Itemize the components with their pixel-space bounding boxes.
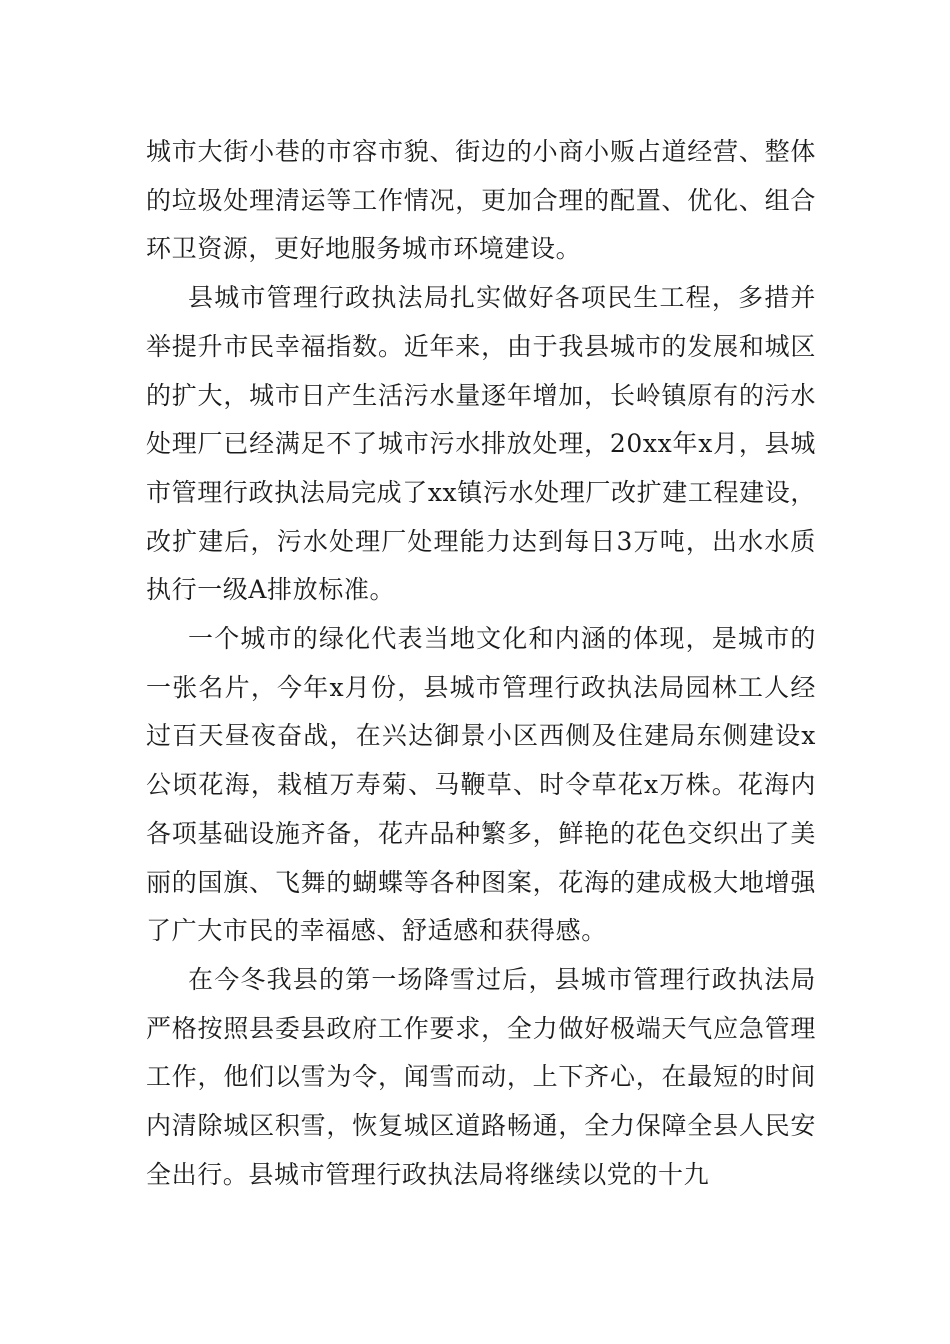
paragraph-1: 城市大街小巷的市容市貌、街边的小商小贩占道经营、整体的垃圾处理清运等工作情况，更加合理的配置、优化、组合环卫资源，更好地服务城市环境建设。 (146, 137, 816, 264)
paragraph-3: 一个城市的绿化代表当地文化和内涵的体现，是城市的一张名片，今年x月份，县城市管理行政执法局园林工人经过百天昼夜奋战，在兴达御景小区西侧及住建局东侧建设x公顷花海，栽植万寿菊、马鞭草、时令草花x万株。花海内各项基础设施齐备，花卉品种繁多，鲜艳的花色交织出了美丽的国旗、飞舞的蝴蝶等各种图案，花海的建成极大地增强了广大市民的幸福感、舒适感和获得感。 (146, 624, 816, 946)
paragraph-4: 在今冬我县的第一场降雪过后，县城市管理行政执法局严格按照县委县政府工作要求，全力做好极端天气应急管理工作，他们以雪为令，闻雪而动，上下齐心，在最短的时间内清除城区积雪，恢复城区道路畅通，全力保障全县人民安全出行。县城市管理行政执法局将继续以党的十九 (146, 964, 816, 1189)
paragraph-2: 县城市管理行政执法局扎实做好各项民生工程，多措并举提升市民幸福指数。近年来，由于我县城市的发展和城区的扩大，城市日产生活污水量逐年增加，长岭镇原有的污水处理厂已经满足不了城市污水排放处理，20xx年x月，县城市管理行政执法局完成了xx镇污水处理厂改扩建工程建设，改扩建后，污水处理厂处理能力达到每日3万吨，出水水质执行一级A排放标准。 (146, 283, 816, 605)
document-body (146, 128, 816, 1199)
